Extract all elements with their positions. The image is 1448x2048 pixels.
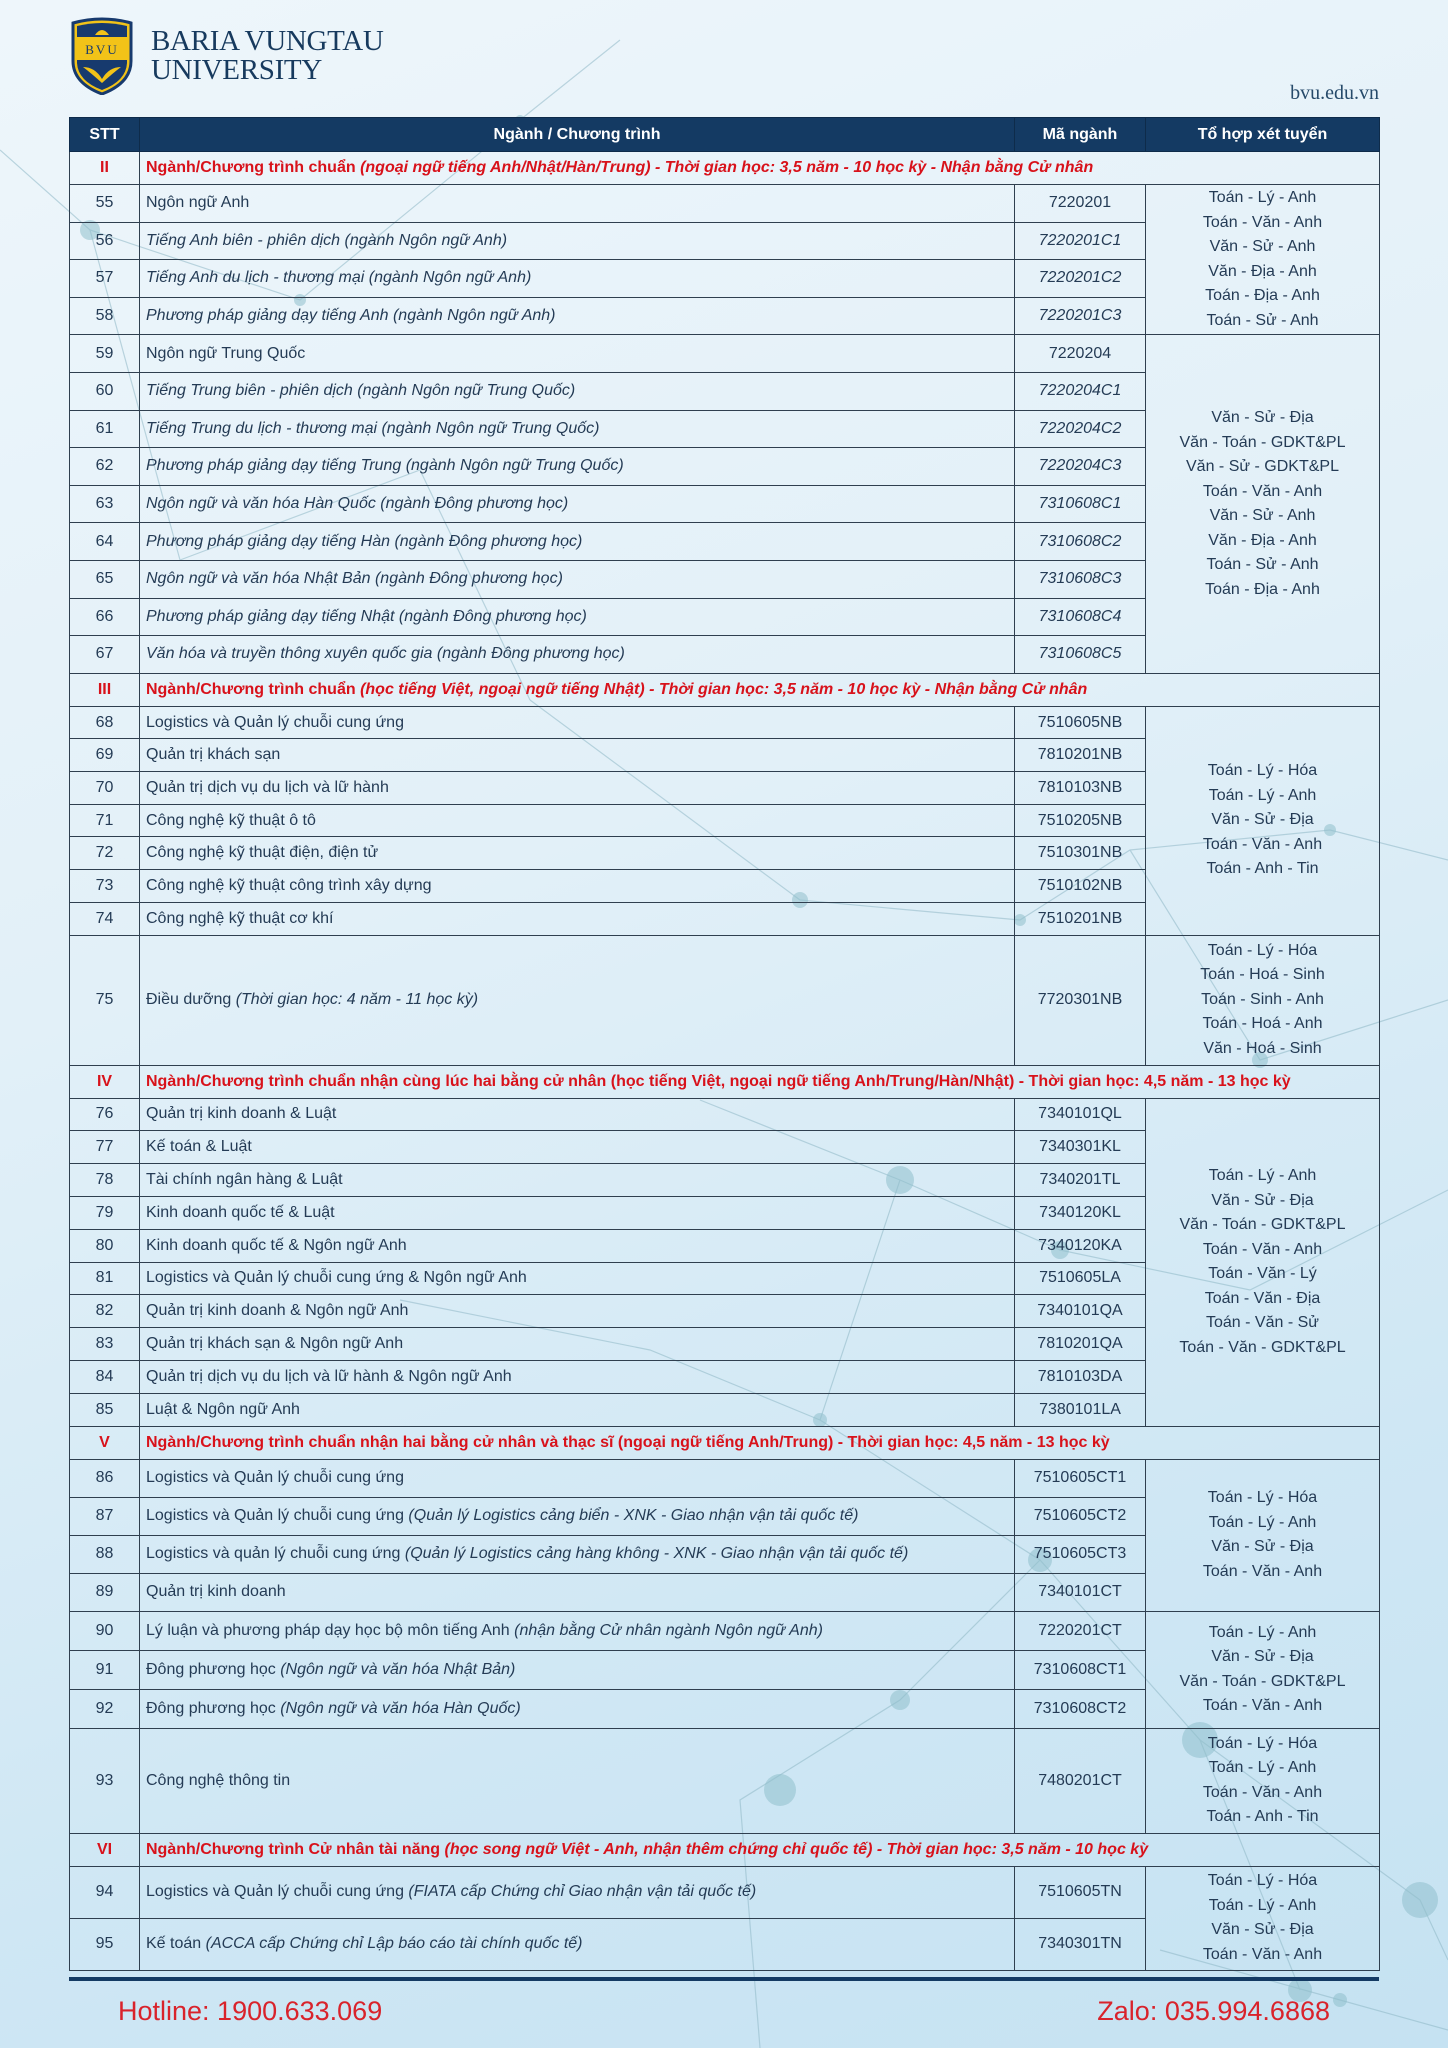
table-header-row: [70, 118, 1380, 152]
program-name: [140, 935, 1015, 1065]
row-number: 86: [70, 1459, 140, 1497]
section-row: [70, 1065, 1380, 1098]
program-name-main: Logistics và Quản lý chuỗi cung ứng & Ngôn ngữ Anh: [146, 1269, 527, 1287]
program-name-note: Phương pháp giảng dạy tiếng Trung (ngành Ngôn ngữ Trung Quốc): [146, 457, 624, 475]
subject-combination: Văn - Toán - GDKT&PL: [1179, 1672, 1346, 1690]
subject-combination: Văn - Địa - Anh: [1208, 531, 1317, 549]
program-name: [140, 636, 1015, 674]
subject-combination: Toán - Lý - Anh: [1208, 1896, 1317, 1914]
row-number: 92: [70, 1689, 140, 1728]
subject-combination: Toán - Hoá - Anh: [1202, 1015, 1323, 1033]
program-name-main: Logistics và Quản lý chuỗi cung ứng: [146, 1883, 409, 1900]
program-code: 7340301TN: [1015, 1918, 1146, 1970]
section-title-detail: (ngoại ngữ tiếng Anh/Nhật/Hàn/Trung) - Thời gian học: 3,5 năm - 10 học kỳ - Nhận bằng Cử nhân: [360, 159, 1094, 176]
program-code: 7340101QA: [1015, 1295, 1146, 1328]
program-name: [140, 485, 1015, 523]
program-code: 7810201QA: [1015, 1328, 1146, 1361]
program-name: [140, 1573, 1015, 1611]
program-code: 7310608C3: [1015, 560, 1146, 598]
subject-combination: Văn - Địa - Anh: [1208, 262, 1317, 280]
program-name: [140, 410, 1015, 448]
program-name-main: Kinh doanh quốc tế & Ngôn ngữ Anh: [146, 1236, 407, 1254]
program-name-note: Phương pháp giảng dạy tiếng Nhật (ngành Đông phương học): [146, 607, 587, 625]
program-name-note: Phương pháp giảng dạy tiếng Hàn (ngành Đông phương học): [146, 532, 583, 550]
program-code: 7380101LA: [1015, 1393, 1146, 1426]
subject-combination: Toán - Hoá - Sinh: [1200, 966, 1325, 984]
program-code: 7510201NB: [1015, 902, 1146, 935]
program-name-main: Luật & Ngôn ngữ Anh: [146, 1400, 300, 1418]
program-name: [140, 706, 1015, 739]
program-name: [140, 1328, 1015, 1361]
subject-combination: Toán - Địa - Anh: [1205, 580, 1320, 598]
row-number: 66: [70, 598, 140, 636]
table-bottom-rule: [69, 1977, 1379, 1981]
program-name-main: Logistics và Quản lý chuỗi cung ứng: [146, 713, 404, 731]
program-name-main: Quản trị kinh doanh & Ngôn ngữ Anh: [146, 1302, 409, 1320]
program-name-main: Công nghệ kỹ thuật cơ khí: [146, 909, 334, 927]
subject-combination: Toán - Văn - Anh: [1202, 1562, 1323, 1580]
subject-combination: Văn - Sử - GDKT&PL: [1186, 458, 1339, 476]
program-code: 7310608C2: [1015, 523, 1146, 561]
subject-combination: Toán - Văn - Anh: [1202, 1783, 1323, 1801]
row-number: 61: [70, 410, 140, 448]
program-name: [140, 1650, 1015, 1689]
program-code: 7510605CT3: [1015, 1535, 1146, 1573]
program-name: [140, 772, 1015, 805]
row-number: 70: [70, 772, 140, 805]
program-row: [70, 1459, 1380, 1497]
program-name-note: Tiếng Anh biên - phiên dịch (ngành Ngôn ngữ Anh): [146, 231, 508, 249]
program-name-main: Quản trị kinh doanh & Luật: [146, 1105, 337, 1123]
row-number: 95: [70, 1918, 140, 1970]
program-name: [140, 185, 1015, 223]
row-number: 85: [70, 1393, 140, 1426]
program-name: [140, 870, 1015, 903]
subject-combination: Toán - Lý - Anh: [1208, 1623, 1317, 1641]
website-link[interactable]: bvu.edu.vn: [1290, 82, 1379, 104]
program-name-note: (Quản lý Logistics cảng biển - XNK - Giao nhận vận tải quốc tế): [408, 1507, 859, 1524]
program-code: 7220204C1: [1015, 372, 1146, 410]
section-title-main: Ngành/Chương trình Cử nhân tài năng: [146, 1840, 445, 1858]
program-name: [140, 837, 1015, 870]
row-number: 78: [70, 1164, 140, 1197]
program-name-main: Ngôn ngữ Anh: [146, 194, 250, 212]
program-name-main: Công nghệ kỹ thuật công trình xây dựng: [146, 877, 432, 894]
row-number: 74: [70, 902, 140, 935]
subject-combination: Văn - Sử - Anh: [1209, 238, 1316, 256]
program-code: 7340201TL: [1015, 1164, 1146, 1197]
program-row: [70, 706, 1380, 739]
program-name: [140, 804, 1015, 837]
program-name-main: Logistics và Quản lý chuỗi cung ứng: [146, 1469, 404, 1486]
program-name-note: Ngôn ngữ và văn hóa Hàn Quốc (ngành Đông phương học): [146, 495, 569, 513]
hotline-text[interactable]: Hotline: 1900.633.069: [118, 1996, 383, 2026]
row-number: 71: [70, 804, 140, 837]
program-code: 7310608C4: [1015, 598, 1146, 636]
program-code: 7220201CT: [1015, 1611, 1146, 1650]
row-number: 90: [70, 1611, 140, 1650]
row-number: 93: [70, 1728, 140, 1833]
subject-combination: Toán - Địa - Anh: [1205, 287, 1320, 305]
program-code: 7220204C3: [1015, 448, 1146, 486]
program-code: 7720301NB: [1015, 935, 1146, 1065]
program-code: 7310608C1: [1015, 485, 1146, 523]
section-number: III: [70, 673, 140, 706]
program-name-main: Quản trị khách sạn & Ngôn ngữ Anh: [146, 1335, 404, 1352]
subject-combination: Toán - Văn - Anh: [1202, 1240, 1323, 1258]
subject-combination: Văn - Sử - Anh: [1209, 507, 1316, 525]
program-name: [140, 1196, 1015, 1229]
subject-combination: Văn - Sử - Địa: [1211, 1921, 1314, 1938]
program-code: 7810103NB: [1015, 772, 1146, 805]
row-number: 75: [70, 935, 140, 1065]
subject-combinations: [1146, 1866, 1380, 1970]
subject-combinations: [1146, 335, 1380, 673]
column-header-program: Ngành / Chương trình: [140, 118, 1015, 152]
zalo-text[interactable]: Zalo: 035.994.6868: [1097, 1996, 1330, 2026]
program-name-note: (Quản lý Logistics cảng hàng không - XNK - Giao nhận vận tải quốc tế): [404, 1545, 909, 1562]
program-code: 7480201CT: [1015, 1728, 1146, 1833]
program-name: [140, 1393, 1015, 1426]
program-row: [70, 1866, 1380, 1918]
row-number: 56: [70, 222, 140, 260]
table-body: [70, 152, 1380, 1971]
subject-combination: Toán - Lý - Hóa: [1207, 1489, 1318, 1506]
program-name-note: (nhận bằng Cử nhân ngành Ngôn ngữ Anh): [514, 1621, 823, 1639]
program-row: [70, 1098, 1380, 1131]
program-code: 7310608CT2: [1015, 1689, 1146, 1728]
program-code: 7510605CT2: [1015, 1497, 1146, 1535]
program-name: [140, 1611, 1015, 1650]
program-code: 7510605CT1: [1015, 1459, 1146, 1497]
program-name: [140, 1360, 1015, 1393]
subject-combination: Toán - Anh - Tin: [1206, 1808, 1319, 1825]
section-title-main: Ngành/Chương trình chuẩn nhận hai bằng cử nhân và thạc sĩ (ngoại ngữ tiếng Anh/Trung) - Thời gian học: 4,5 năm - 13 học kỳ: [146, 1433, 1110, 1451]
program-name-note: Phương pháp giảng dạy tiếng Anh (ngành Ngôn ngữ Anh): [146, 307, 556, 325]
section-title-main: Ngành/Chương trình chuẩn: [146, 159, 361, 176]
row-number: 83: [70, 1328, 140, 1361]
program-name: [140, 1497, 1015, 1535]
program-name-note: Văn hóa và truyền thông xuyên quốc gia (ngành Đông phương học): [146, 645, 625, 663]
program-name-main: Logistics và Quản lý chuỗi cung ứng: [146, 1507, 409, 1524]
subject-combination: Toán - Văn - Sử: [1206, 1314, 1319, 1332]
program-code: 7810103DA: [1015, 1360, 1146, 1393]
section-title: [140, 673, 1380, 706]
section-title-detail: (học tiếng Việt, ngoại ngữ tiếng Nhật) - Thời gian học: 3,5 năm - 10 học kỳ - Nhận bằng Cử nhân: [360, 680, 1088, 698]
program-name: [140, 260, 1015, 298]
row-number: 88: [70, 1535, 140, 1573]
university-name-line1: BARIA VUNGTAU: [151, 25, 384, 57]
row-number: 76: [70, 1098, 140, 1131]
subject-combination: Văn - Toán - GDKT&PL: [1179, 1216, 1346, 1234]
subject-combination: Toán - Văn - Anh: [1202, 213, 1323, 231]
page-header: [69, 16, 384, 96]
admission-table: [69, 117, 1380, 1971]
row-number: 68: [70, 706, 140, 739]
program-name: [140, 560, 1015, 598]
program-name: [140, 1918, 1015, 1970]
program-code: 7340101QL: [1015, 1098, 1146, 1131]
program-code: 7510605TN: [1015, 1866, 1146, 1918]
program-name: [140, 448, 1015, 486]
program-name-note: Ngôn ngữ và văn hóa Nhật Bản (ngành Đông phương học): [146, 570, 563, 588]
program-name-main: Logistics và quản lý chuỗi cung ứng: [146, 1545, 405, 1562]
column-header-stt: STT: [70, 118, 140, 152]
row-number: 94: [70, 1866, 140, 1918]
subject-combination: Toán - Lý - Anh: [1208, 1167, 1317, 1185]
program-code: 7810201NB: [1015, 739, 1146, 772]
row-number: 59: [70, 335, 140, 373]
program-name: [140, 1098, 1015, 1131]
subject-combination: Toán - Lý - Hóa: [1207, 1734, 1318, 1752]
row-number: 63: [70, 485, 140, 523]
program-name-main: Lý luận và phương pháp dạy học bộ môn tiếng Anh: [146, 1621, 515, 1639]
section-title-main: Ngành/Chương trình chuẩn nhận cùng lúc hai bằng cử nhân (học tiếng Việt, ngoại ngữ tiếng Anh/Trung/Hàn/Nhật) - Thời gian học: 4,5 năm - 13 học kỳ: [146, 1072, 1291, 1090]
row-number: 62: [70, 448, 140, 486]
program-code: 7310608CT1: [1015, 1650, 1146, 1689]
section-number: VI: [70, 1833, 140, 1866]
program-name: [140, 598, 1015, 636]
row-number: 84: [70, 1360, 140, 1393]
subject-combinations: [1146, 1611, 1380, 1728]
section-row: [70, 1833, 1380, 1866]
program-name-main: Công nghệ kỹ thuật điện, điện tử: [146, 844, 379, 862]
column-header-code: Mã ngành: [1015, 118, 1146, 152]
section-title-main: Ngành/Chương trình chuẩn: [146, 680, 361, 698]
program-name: [140, 1262, 1015, 1295]
subject-combination: Toán - Sử - Anh: [1206, 311, 1319, 329]
program-name-main: Kế toán: [146, 1935, 206, 1952]
subject-combination: Văn - Sử - Địa: [1211, 1538, 1314, 1555]
program-code: 7340301KL: [1015, 1131, 1146, 1164]
row-number: 72: [70, 837, 140, 870]
program-name-main: Quản trị dịch vụ du lịch và lữ hành & Ngôn ngữ Anh: [146, 1367, 512, 1385]
subject-combination: Toán - Văn - Địa: [1204, 1289, 1321, 1307]
program-code: 7340120KL: [1015, 1196, 1146, 1229]
program-name: [140, 335, 1015, 373]
row-number: 55: [70, 185, 140, 223]
subject-combination: Toán - Văn - Lý: [1208, 1265, 1317, 1283]
program-name-main: Đông phương học: [146, 1699, 281, 1717]
program-code: 7510205NB: [1015, 804, 1146, 837]
section-title: [140, 152, 1380, 185]
row-number: 69: [70, 739, 140, 772]
program-code: 7510605NB: [1015, 706, 1146, 739]
subject-combinations: [1146, 1728, 1380, 1833]
section-row: [70, 673, 1380, 706]
row-number: 57: [70, 260, 140, 298]
row-number: 87: [70, 1497, 140, 1535]
subject-combinations: [1146, 706, 1380, 935]
program-name-main: Công nghệ thông tin: [146, 1771, 291, 1789]
program-row: [70, 335, 1380, 373]
bvu-logo-shield-icon: [69, 17, 135, 95]
program-name-note: (Ngôn ngữ và văn hóa Hàn Quốc): [280, 1699, 521, 1717]
program-row: [70, 935, 1380, 1065]
subject-combination: Toán - Lý - Hóa: [1207, 1872, 1318, 1889]
subject-combination: Toán - Sinh - Anh: [1201, 990, 1324, 1008]
program-name-main: Kinh doanh quốc tế & Luật: [146, 1203, 335, 1221]
subject-combination: Toán - Văn - GDKT&PL: [1179, 1338, 1346, 1356]
program-name-main: Đông phương học: [146, 1660, 281, 1678]
program-name-main: Công nghệ kỹ thuật ô tô: [146, 811, 316, 829]
program-name-note: Tiếng Trung du lịch - thương mại (ngành Ngôn ngữ Trung Quốc): [146, 419, 600, 437]
program-name-main: Kế toán & Luật: [146, 1138, 252, 1156]
row-number: 77: [70, 1131, 140, 1164]
university-name-line2: UNIVERSITY: [151, 54, 322, 86]
subject-combination: Văn - Sử - Địa: [1211, 1648, 1314, 1665]
program-name-main: Điều dưỡng: [146, 991, 236, 1009]
subject-combination: Văn - Toán - GDKT&PL: [1179, 433, 1346, 451]
subject-combinations: [1146, 935, 1380, 1065]
subject-combination: Toán - Văn - Anh: [1202, 482, 1323, 500]
program-name-main: Quản trị kinh doanh: [146, 1583, 286, 1600]
row-number: 67: [70, 636, 140, 674]
subject-combination: Toán - Lý - Hóa: [1207, 941, 1318, 959]
program-row: [70, 185, 1380, 223]
program-code: 7220201: [1015, 185, 1146, 223]
section-row: [70, 152, 1380, 185]
program-name-main: Ngôn ngữ Trung Quốc: [146, 344, 306, 362]
subject-combination: Văn - Sử - Địa: [1211, 409, 1314, 427]
program-name: [140, 1164, 1015, 1197]
program-name: [140, 297, 1015, 335]
program-name-note: Tiếng Trung biên - phiên dịch (ngành Ngôn ngữ Trung Quốc): [146, 382, 576, 400]
program-name: [140, 1459, 1015, 1497]
program-name: [140, 523, 1015, 561]
program-name: [140, 902, 1015, 935]
section-number: IV: [70, 1065, 140, 1098]
row-number: 64: [70, 523, 140, 561]
row-number: 79: [70, 1196, 140, 1229]
subject-combination: Toán - Lý - Hóa: [1207, 762, 1318, 780]
program-code: 7220201C1: [1015, 222, 1146, 260]
section-title-detail: (học song ngữ Việt - Anh, nhận thêm chứng chỉ quốc tế) - Thời gian học: 3,5 năm - 10 học kỳ: [444, 1840, 1149, 1858]
section-title: [140, 1833, 1380, 1866]
subject-combination: Toán - Lý - Anh: [1208, 1513, 1317, 1531]
program-name: [140, 1535, 1015, 1573]
subject-combinations: [1146, 185, 1380, 335]
program-name: [140, 1229, 1015, 1262]
program-code: 7510605LA: [1015, 1262, 1146, 1295]
program-name-note: (Ngôn ngữ và văn hóa Nhật Bản): [280, 1660, 516, 1678]
program-code: 7220201C2: [1015, 260, 1146, 298]
subject-combination: Toán - Văn - Anh: [1202, 1945, 1323, 1963]
university-name: [151, 27, 384, 85]
program-code: 7340120KA: [1015, 1229, 1146, 1262]
program-row: [70, 1611, 1380, 1650]
program-name: [140, 1728, 1015, 1833]
section-title: [140, 1065, 1380, 1098]
row-number: 89: [70, 1573, 140, 1611]
row-number: 82: [70, 1295, 140, 1328]
subject-combination: Toán - Văn - Anh: [1202, 835, 1323, 853]
program-name-main: Quản trị khách sạn: [146, 746, 281, 764]
subject-combination: Toán - Sử - Anh: [1206, 556, 1319, 574]
subject-combination: Văn - Hoá - Sinh: [1203, 1039, 1322, 1057]
section-number: II: [70, 152, 140, 185]
program-name: [140, 1689, 1015, 1728]
program-code: 7220204: [1015, 335, 1146, 373]
program-name-note: (ACCA cấp Chứng chỉ Lập báo cáo tài chính quốc tế): [205, 1935, 583, 1952]
row-number: 60: [70, 372, 140, 410]
program-name: [140, 739, 1015, 772]
logo-text: BVU: [85, 42, 119, 57]
program-code: 7220204C2: [1015, 410, 1146, 448]
row-number: 81: [70, 1262, 140, 1295]
subject-combination: Toán - Lý - Anh: [1208, 1759, 1317, 1776]
column-header-combinations: Tổ hợp xét tuyển: [1146, 118, 1380, 152]
section-number: V: [70, 1426, 140, 1459]
program-name-main: Tài chính ngân hàng & Luật: [146, 1171, 343, 1189]
subject-combination: Văn - Sử - Địa: [1211, 1191, 1314, 1209]
program-name-note: (FIATA cấp Chứng chỉ Giao nhận vận tải quốc tế): [408, 1883, 757, 1900]
program-code: 7510301NB: [1015, 837, 1146, 870]
row-number: 58: [70, 297, 140, 335]
subject-combination: Toán - Lý - Anh: [1208, 786, 1317, 804]
row-number: 80: [70, 1229, 140, 1262]
row-number: 73: [70, 870, 140, 903]
program-name-main: Quản trị dịch vụ du lịch và lữ hành: [146, 778, 389, 796]
subject-combination: Toán - Văn - Anh: [1202, 1697, 1323, 1714]
program-code: 7310608C5: [1015, 636, 1146, 674]
program-code: 7220201C3: [1015, 297, 1146, 335]
subject-combination: Toán - Anh - Tin: [1206, 860, 1319, 878]
subject-combinations: [1146, 1098, 1380, 1426]
program-name: [140, 1295, 1015, 1328]
program-name: [140, 372, 1015, 410]
subject-combinations: [1146, 1459, 1380, 1611]
section-row: [70, 1426, 1380, 1459]
program-name: [140, 222, 1015, 260]
program-name: [140, 1866, 1015, 1918]
subject-combination: Văn - Sử - Địa: [1211, 811, 1314, 829]
program-name-note: Tiếng Anh du lịch - thương mại (ngành Ngôn ngữ Anh): [146, 269, 532, 287]
program-name-note: (Thời gian học: 4 năm - 11 học kỳ): [235, 991, 479, 1009]
program-code: 7340101CT: [1015, 1573, 1146, 1611]
section-title: [140, 1426, 1380, 1459]
program-name: [140, 1131, 1015, 1164]
program-code: 7510102NB: [1015, 870, 1146, 903]
program-row: [70, 1728, 1380, 1833]
row-number: 65: [70, 560, 140, 598]
row-number: 91: [70, 1650, 140, 1689]
subject-combination: Toán - Lý - Anh: [1208, 189, 1317, 207]
